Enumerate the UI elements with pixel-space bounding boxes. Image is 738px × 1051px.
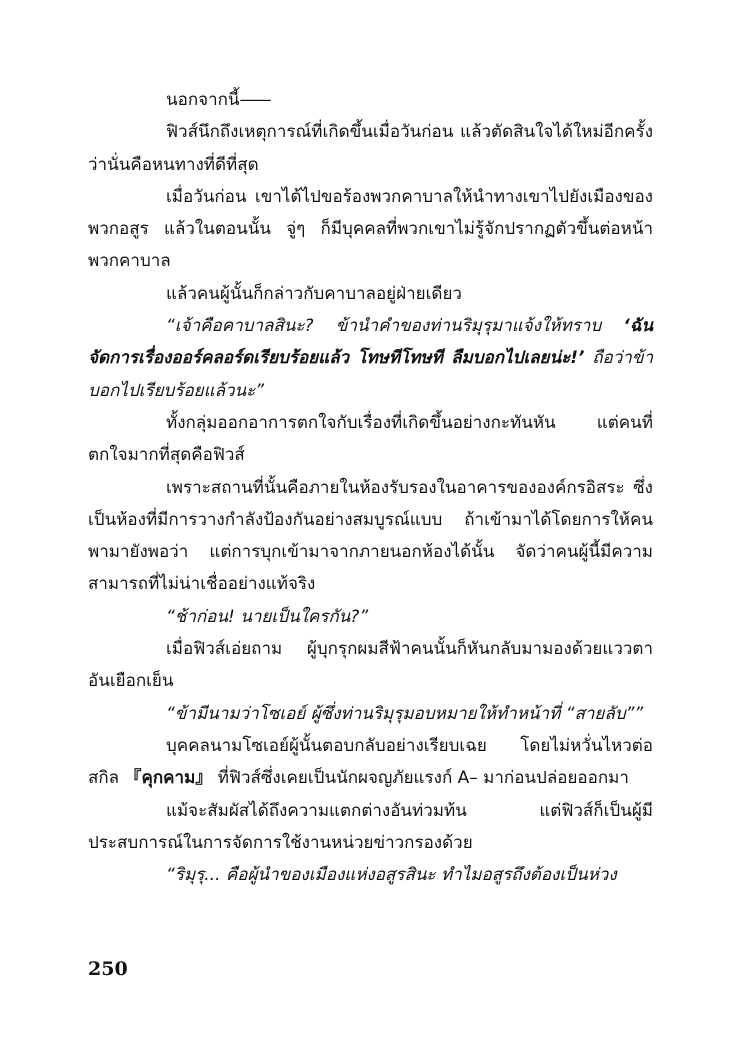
paragraph (88, 730, 653, 795)
text-segment: ถือว่าข้าบอกไปเรียบร้อยแล้วนะ” (88, 348, 653, 401)
paragraph (88, 633, 653, 698)
text-segment: ทั้งกลุ่มออกอาการตกใจกับเรื่องที่เกิดขึ้นอย่างกะทันหัน แต่คนที่ตกใจมากที่สุดคือฟิวส์ (88, 412, 653, 466)
text-segment: ฟิวส์นึกถึงเหตุการณ์ที่เกิดขึ้นเมื่อวันก่อน แล้วตัดสินใจได้ใหม่อีกครั้งว่านั่นคือหนทางที่ดีที่สุด (88, 122, 653, 175)
text-segment: เมื่อฟิวส์เอ่ยถาม ผู้บุกรุกผมสีฟ้าคนนั้นก็หันกลับมามองด้วยแววตาอันเยือกเย็น (88, 639, 653, 692)
paragraph (88, 472, 653, 601)
paragraph (88, 698, 653, 730)
text-segment: 『คุกคาม』 (124, 768, 213, 789)
text-segment: บุคคลนามโซเอย์ผู้นั้นตอบกลับอย่างเรียบเฉย โดยไม่หวั่นไหวต่อสกิล (88, 735, 653, 789)
paragraph (88, 407, 653, 472)
paragraph (88, 795, 653, 860)
text-segment: “ช้าก่อน! นายเป็นใครกัน?” (166, 606, 369, 627)
paragraph (88, 116, 653, 181)
text-segment: —— (239, 90, 270, 110)
text-segment: “ข้ามีนามว่าโซเอย์ ผู้ซึ่งท่านริมุรุมอบหมายให้ทำหน้าที่ “สายลับ”” (166, 703, 644, 724)
text-segment: แม้จะสัมผัสได้ถึงความแตกต่างอันท่วมท้น แต่ฟิวส์ก็เป็นผู้มีประสบการณ์ในการจัดการใช้งานหน่วยข่าวกรองด้วย (88, 800, 653, 853)
paragraph (88, 84, 653, 116)
paragraph (88, 181, 653, 278)
text-segment: แล้วคนผู้นั้นก็กล่าวกับคาบาลอยู่ฝ่ายเดียว (166, 283, 462, 304)
paragraph (88, 278, 653, 310)
text-segment: เพราะสถานที่นั้นคือภายในห้องรับรองในอาคารขององค์กรอิสระ ซึ่งเป็นห้องที่มีการวางกำลังป้องกันอย่างสมบูรณ์แบบ ถ้าเข้ามาได้โดยการให้คนพามายังพอว่า แต่การบุกเข้ามาจากภายนอกห้องได้นั้น จัดว่าคนผู้นี้มีความสามารถที่ไม่น่าเชื่ออย่างแท้จริง (88, 477, 653, 595)
body-text (88, 84, 653, 891)
text-segment: “เจ้าคือคาบาลสินะ? ข้านำคำของท่านริมุรุมาแจ้งให้ทราบ (166, 316, 624, 337)
text-segment: เมื่อวันก่อน เขาได้ไปขอร้องพวกคาบาลให้นำทางเขาไปยังเมืองของพวกอสูร แล้วในตอนนั้น จู่ๆ ก็มีบุคคลที่พวกเขาไม่รู้จักปรากฏตัวขึ้นต่อหน้าพวกคาบาล (88, 186, 653, 272)
text-segment: “ริมุรุ... คือผู้นำของเมืองแห่งอสูรสินะ ทำไมอสูรถึงต้องเป็นห่วง (166, 865, 617, 886)
text-segment: ที่ฟิวส์ซึ่งเคยเป็นนักผจญภัยแรงก์ A– มาก่อนปล่อยออกมา (212, 768, 629, 789)
text-segment: นอกจากนี้ (166, 90, 240, 110)
paragraph (88, 859, 653, 891)
paragraph (88, 601, 653, 633)
text-segment: ‘ฉันจัดการเรื่องออร์คลอร์ดเรียบร้อยแล้ว โทษทีโทษที ลืมบอกไปเลยน่ะ!’ (88, 316, 653, 369)
page-number: 250 (88, 958, 128, 980)
paragraph (88, 310, 653, 407)
